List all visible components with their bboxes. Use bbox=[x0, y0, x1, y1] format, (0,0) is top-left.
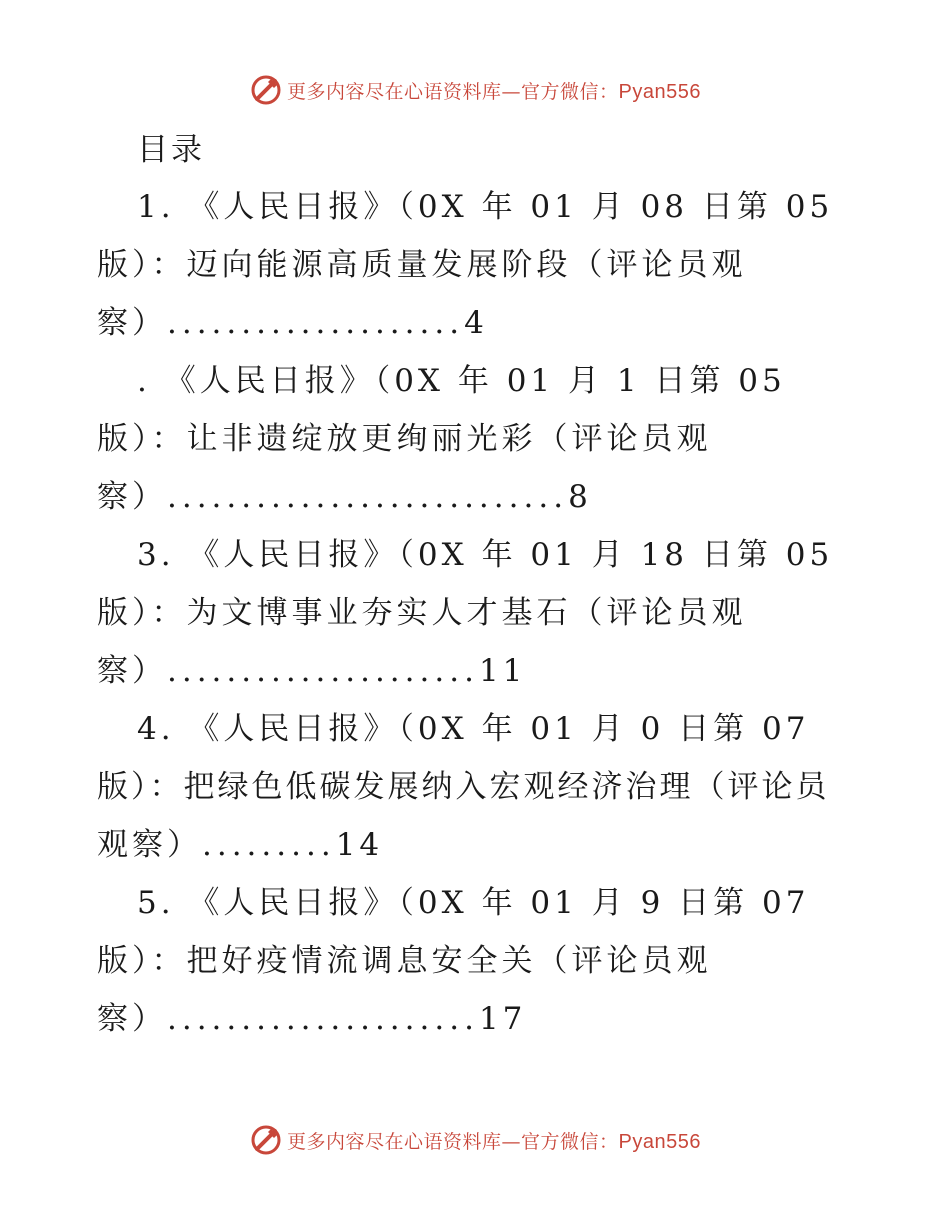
toc-entry-3-line3[interactable]: 察）.....................11 bbox=[97, 653, 527, 689]
banner-text: 更多内容尽在心语资料库 bbox=[287, 1130, 502, 1153]
toc-title: 目录 bbox=[137, 132, 205, 168]
toc-dots: .................... bbox=[167, 305, 465, 341]
toc-dots: ..................... bbox=[167, 653, 479, 689]
toc-entry-4-line3[interactable]: 观察）.........14 bbox=[97, 827, 384, 863]
toc-entry-5-line2[interactable]: 版）：把好疫情流调息安全关（评论员观 bbox=[97, 943, 712, 979]
banner-wechat-label: 官方微信： bbox=[521, 1130, 619, 1153]
toc-entry-4-line1[interactable]: 4. 《人民日报》（0X 年 01 月 0 日第 07 bbox=[137, 711, 810, 747]
banner-dash: — bbox=[501, 1130, 522, 1153]
toc-page-number: 4 bbox=[464, 305, 488, 341]
pen-seal-icon bbox=[249, 1123, 283, 1157]
toc-entry-2-line3[interactable]: 察）...........................8 bbox=[97, 479, 592, 515]
pen-seal-icon bbox=[249, 73, 283, 107]
toc-dots: ........................... bbox=[167, 479, 569, 515]
toc-entry-3-line1[interactable]: 3. 《人民日报》（0X 年 01 月 18 日第 05 bbox=[137, 537, 834, 573]
toc-entry-2-line1[interactable]: . 《人民日报》（0X 年 01 月 1 日第 05 bbox=[137, 363, 786, 399]
footer-banner bbox=[0, 1120, 950, 1160]
toc-entry-2-line2[interactable]: 版）：让非遗绽放更绚丽光彩（评论员观 bbox=[97, 421, 712, 457]
toc-entry-1-line1[interactable]: 1. 《人民日报》（0X 年 01 月 08 日第 05 bbox=[137, 189, 834, 225]
toc-page-number: 8 bbox=[568, 479, 592, 515]
toc-page-number: 14 bbox=[335, 827, 384, 863]
toc-entry-3-line2[interactable]: 版）：为文博事业夯实人才基石（评论员观 bbox=[97, 595, 747, 631]
toc-entry-1-line2[interactable]: 版）：迈向能源高质量发展阶段（评论员观 bbox=[97, 247, 747, 283]
toc-entry-5-line3[interactable]: 察）.....................17 bbox=[97, 1001, 527, 1037]
banner-wechat-id: Pyan556 bbox=[618, 80, 701, 103]
toc-dots: ..................... bbox=[167, 1001, 479, 1037]
toc-entry-1-line3[interactable]: 察）....................4 bbox=[97, 305, 488, 341]
toc-dots: ......... bbox=[202, 827, 336, 863]
toc-page-number: 17 bbox=[478, 1001, 527, 1037]
banner-dash: — bbox=[501, 80, 522, 103]
toc-entry-5-line1[interactable]: 5. 《人民日报》（0X 年 01 月 9 日第 07 bbox=[137, 885, 810, 921]
banner-text: 更多内容尽在心语资料库 bbox=[287, 80, 502, 103]
banner-wechat-id: Pyan556 bbox=[618, 1130, 701, 1153]
toc-page-number: 11 bbox=[478, 653, 527, 689]
toc-entry-4-line2[interactable]: 版）：把绿色低碳发展纳入宏观经济治理（评论员 bbox=[97, 769, 830, 805]
header-banner bbox=[0, 70, 950, 110]
banner-wechat-label: 官方微信： bbox=[521, 80, 619, 103]
